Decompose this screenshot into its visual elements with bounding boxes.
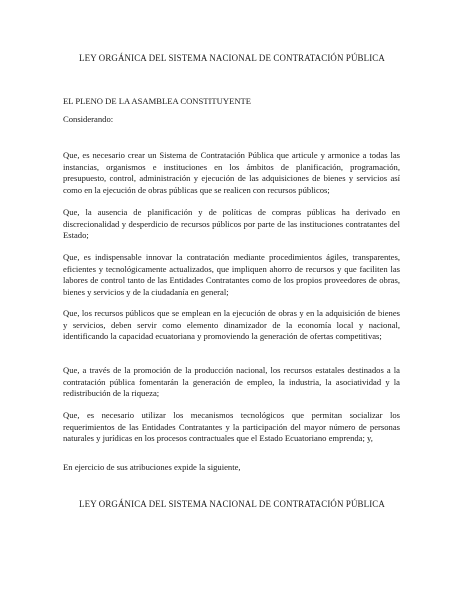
closing-statement: En ejercicio de sus atribuciones expide la siguiente, — [63, 462, 241, 472]
recital-paragraph-2: Que, la ausencia de planificación y de políticas de compras públicas ha derivado en discrecionalidad y desperdicio de recursos públicos por parte de las instituciones contratantes del Estado; — [63, 207, 400, 240]
recital-paragraph-1: Que, es necesario crear un Sistema de Contratación Pública que articule y armonice a todas las instancias, organismos e instituciones en los ámbitos de planificación, programación, presupuesto, control, administración y ejecución de las adquisiciones de bienes y servicios así como en la ejecución de obras públicas que se realicen con recursos públicos; — [63, 150, 400, 195]
recital-paragraph-5: Que, a través de la promoción de la producción nacional, los recursos estatales destinados a la contratación pública fomentarán la generación de empleo, la industria, la asociatividad y la redistribución de la riqueza; — [63, 365, 400, 398]
considering-label: Considerando: — [63, 114, 114, 124]
document-title: LEY ORGÁNICA DEL SISTEMA NACIONAL DE CONTRATACIÓN PÚBLICA — [79, 53, 385, 63]
law-title-repeat: LEY ORGÁNICA DEL SISTEMA NACIONAL DE CONTRATACIÓN PÚBLICA — [79, 499, 385, 509]
recital-paragraph-4: Que, los recursos públicos que se emplean en la ejecución de obras y en la adquisición de bienes y servicios, deben servir como elemento dinamizador de la economía local y nacional, identificando la capacidad ecuatoriana y promoviendo la generación de ofertas competitivas; — [63, 308, 400, 341]
recital-paragraph-3: Que, es indispensable innovar la contratación mediante procedimientos ágiles, transparentes, eficientes y tecnológicamente actualizados, que impliquen ahorro de recursos y que faciliten las labores de control tanto de las Entidades Contratantes como de los propios proveedores de obras, bienes y servicios y de la ciudadanía en general; — [63, 252, 400, 297]
recital-paragraph-6: Que, es necesario utilizar los mecanismos tecnológicos que permitan socializar los requerimientos de las Entidades Contratantes y la participación del mayor número de personas naturales y jurídicas en los procesos contractuales que el Estado Ecuatoriano emprenda; y, — [63, 410, 400, 443]
assembly-heading: EL PLENO DE LA ASAMBLEA CONSTITUYENTE — [63, 96, 252, 106]
